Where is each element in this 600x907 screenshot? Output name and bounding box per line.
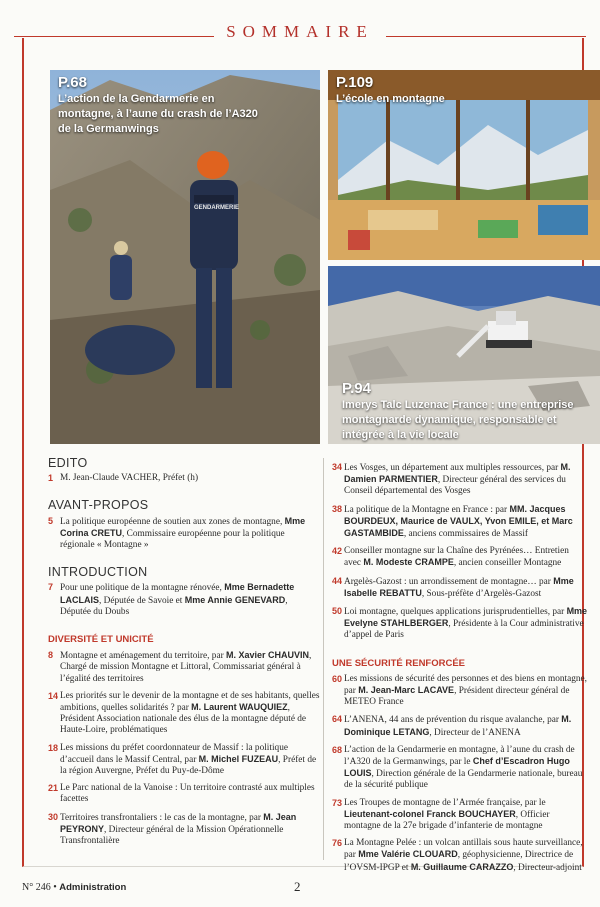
- toc-entry[interactable]: 21 Le Parc national de la Vanoise : Un territoire contrasté aux multiples facettes: [48, 783, 315, 805]
- toc-entry[interactable]: 76 La Montagne Pelée : un volcan antillais sous haute surveillance, par Mme Valérie CLOUARD, géophysicienne, Directrice de l’OVSM-IPGP et M. Guillaume CARAZZO, Directeur-adjoint: [332, 838, 583, 873]
- photo-ecole[interactable]: [328, 70, 600, 260]
- toc-entry[interactable]: 5 La politique européenne de soutien aux zones de montagne, Mme Corina CRETU, Commissaire européenne pour la politique régionale « Montagne »: [48, 515, 306, 551]
- toc-entry[interactable]: 42 Conseiller montagne sur la Chaîne des Pyrénées… Entretien avec M. Modeste CRAMPE, ancien conseiller Montagne: [332, 546, 569, 569]
- toc-entry[interactable]: 68 L’action de la Gendarmerie en montagne, à l’aune du crash de l’A320 de la Germanwings, par le Chef d’Escadron Hugo LOUIS, Direction générale de la Gendarmerie nationale, bureau de la sécurité publique: [332, 744, 583, 791]
- toc-entry[interactable]: 30 Territoires transfrontaliers : le cas de la montagne, par M. Jean PEYRONY, Directeur général de la Mission Opérationnelle Transfrontalière: [48, 811, 297, 847]
- toc-entry[interactable]: 34 Les Vosges, un département aux multiples ressources, par M. Damien PARMENTIER, Directeur général des services du Conseil départemental des Vosges: [332, 462, 571, 497]
- photo-imerys[interactable]: [328, 266, 600, 444]
- toc-entry[interactable]: 73 Les Troupes de montagne de l’Armée française, par le Lieutenant-colonel Franck BOUCHAYER, Officier montagne de la 27e brigade d’infanterie de montagne: [332, 797, 550, 832]
- section-diversite: DIVERSITÉ ET UNICITÉ: [48, 634, 154, 646]
- section-avant-propos: AVANT-PROPOS: [48, 498, 149, 513]
- section-securite: UNE SÉCURITÉ RENFORCÉE: [332, 657, 466, 669]
- toc-entry[interactable]: 18 Les missions du préfet coordonnateur de Massif : la politique d’accueil dans le Massif Central, par M. Michel FUZEAU, Préfet de la région Auvergne, Préfet du Puy-de-Dôme: [48, 742, 317, 777]
- toc-entry[interactable]: 38 La politique de la Montagne en France : par MM. Jacques BOURDEUX, Maurice de VAULX, Yvon EMILE, et Marc GASTAMBIDE, anciens commissaires de Massif: [332, 503, 573, 540]
- page-title: SOMMAIRE: [0, 22, 600, 42]
- column-divider: [323, 458, 324, 860]
- toc-entry[interactable]: 44 Argelès-Gazost : un arrondissement de montagne… par Mme Isabelle REBATTU, Sous-préfète d’Argelès-Gazost: [332, 575, 574, 599]
- section-edito: EDITO: [48, 456, 88, 470]
- toc-right-column: [332, 462, 588, 880]
- footer-issue: N° 246 • Administration: [22, 882, 127, 893]
- toc-entry[interactable]: 7 Pour une politique de la montagne rénovée, Mme Bernadette LACLAIS, Députée de Savoie et Mme Annie GENEVARD, Députée du Doubs: [48, 582, 295, 617]
- caption-imerys: P.94 Imerys Talc Luzenac France : une entreprise montagnarde dynamique, responsable et intégrée à la vie locale: [342, 380, 574, 441]
- caption-ecole: P.109 L’école en montagne: [336, 74, 445, 105]
- toc-entry[interactable]: 60 Les missions de sécurité des personnes et des biens en montagne, par M. Jean-Marc LACAVE, Président directeur général de METEO France: [332, 673, 587, 708]
- vest-label: GENDARMERIE: [194, 205, 240, 211]
- toc-entry[interactable]: 8 Montagne et aménagement du territoire, par M. Xavier CHAUVIN, Chargé de mission Montagne et Littoral, Commissariat général à l’égalité des territoires: [48, 650, 312, 684]
- toc-entry[interactable]: 1 M. Jean-Claude VACHER, Préfet (h): [48, 473, 199, 484]
- toc-entry[interactable]: 64 L’ANENA, 44 ans de prévention du risque avalanche, par M. Dominique LETANG, Directeur de l’ANENA: [332, 714, 572, 738]
- toc-entry[interactable]: 14 Les priorités sur le devenir de la montagne et de ses habitants, quelles ambitions, quelles solidarités ? par M. Laurent WAUQUIEZ, Président Association nationale des élus de la montagne député de Haute-Loire, problématiques: [48, 690, 320, 736]
- page-number: 2: [294, 879, 301, 894]
- section-introduction: INTRODUCTION: [48, 565, 148, 580]
- toc-left-column: [48, 458, 320, 853]
- toc-entry[interactable]: 50 Loi montagne, quelques applications jurisprudentielles, par Mme Evelyne STAHLBERGER, Présidente à la Cour administrative d’appel de Paris: [332, 606, 588, 641]
- photo-gendarmerie[interactable]: [50, 70, 320, 444]
- caption-gendarmerie: P.68 L’action de la Gendarmerie en montagne, à l’aune du crash de l’A320 de la Germanwings: [58, 74, 258, 135]
